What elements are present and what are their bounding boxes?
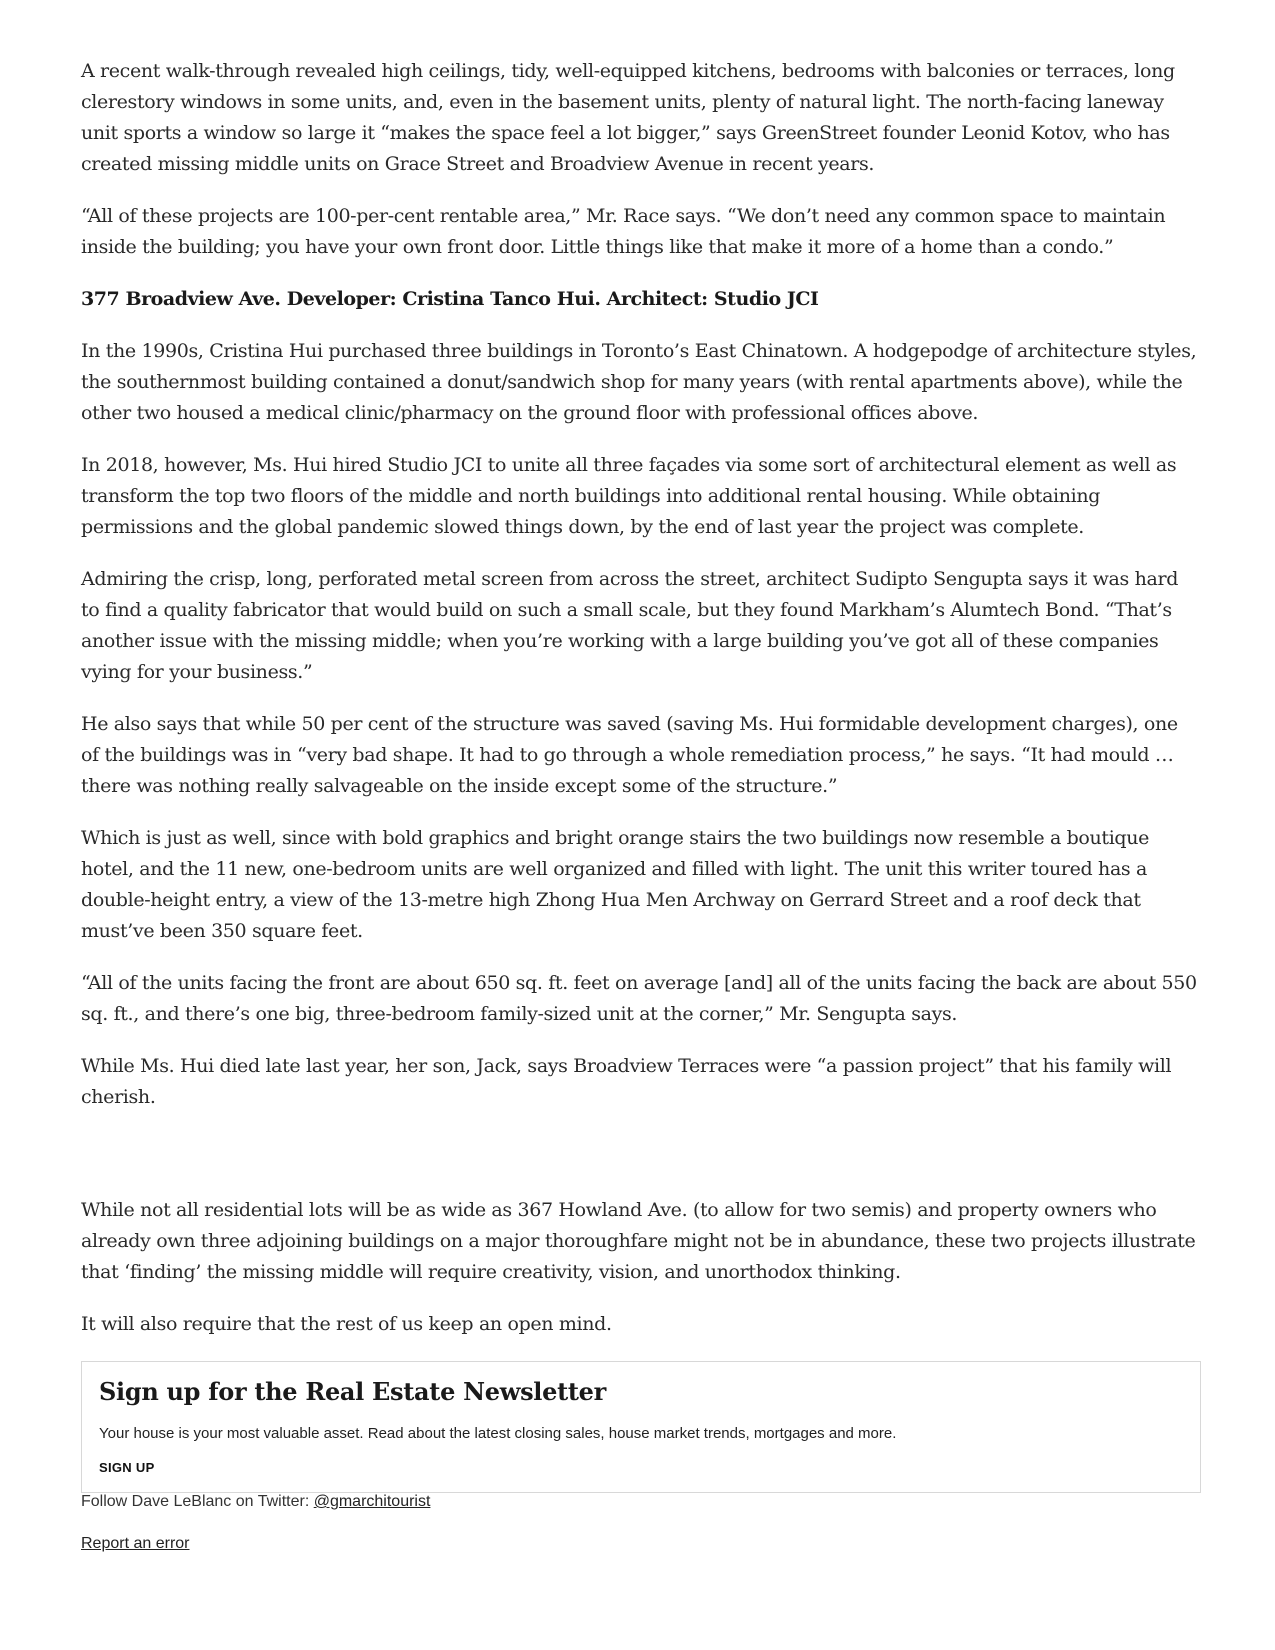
paragraph: In 2018, however, Ms. Hui hired Studio JCI to unite all three façades via some sort of architectural element as well as transform the top two floors of the middle and north buildings into additional rental housing. While obtaining permissions and the global pandemic slowed things down, by the end of last year the project was complete.: [81, 454, 1177, 538]
newsletter-description: Your house is your most valuable asset. Read about the latest closing sales, house market trends, mortgages and more.: [99, 1425, 897, 1442]
paragraph: A recent walk-through revealed high ceilings, tidy, well-equipped kitchens, bedrooms with balconies or terraces, long clerestory windows in some units, and, even in the basement units, plenty of natural light. The north-facing laneway unit sports a window so large it “makes the space feel a lot bigger,” says GreenStreet founder Leonid Kotov, who has created missing middle units on Grace Street and Broadview Avenue in recent years.: [81, 60, 1175, 175]
newsletter-signup-box: [81, 1361, 1201, 1493]
section-subhead: 377 Broadview Ave. Developer: Cristina Tanco Hui. Architect: Studio JCI: [81, 288, 819, 310]
paragraph: Which is just as well, since with bold graphics and bright orange stairs the two buildings now resemble a boutique hotel, and the 11 new, one-bedroom units are well organized and filled with light. The unit this writer toured has a double-height entry, a view of the 13-metre high Zhong Hua Men Archway on Gerrard Street and a roof deck that must’ve been 350 square feet.: [81, 827, 1150, 942]
section-spacer: [81, 1134, 1201, 1195]
paragraph: It will also require that the rest of us keep an open mind.: [81, 1313, 612, 1335]
follow-text: Follow Dave LeBlanc on Twitter:: [81, 1493, 314, 1510]
paragraph: In the 1990s, Cristina Hui purchased three buildings in Toronto’s East Chinatown. A hodgepodge of architecture styles, the southernmost building contained a donut/sandwich shop for many years (with rental apartments above), while the other two housed a medical clinic/pharmacy on the ground floor with professional offices above.: [81, 340, 1197, 424]
paragraph: While not all residential lots will be as wide as 367 Howland Ave. (to allow for two semis) and property owners who already own three adjoining buildings on a major thoroughfare might not be in abundance, these two projects illustrate that ‘finding’ the missing middle will require creativity, vision, and unorthodox thinking.: [81, 1199, 1196, 1283]
newsletter-signup-button[interactable]: SIGN UP: [99, 1460, 155, 1475]
article-body: [81, 56, 1201, 1493]
twitter-handle-link[interactable]: @gmarchitourist: [313, 1493, 431, 1510]
paragraph: “All of the units facing the front are about 650 sq. ft. feet on average [and] all of the units facing the back are about 550 sq. ft., and there’s one big, three-bedroom family-sized unit at the corner,” Mr. Sengupta says.: [81, 972, 1197, 1025]
paragraph: “All of these projects are 100-per-cent rentable area,” Mr. Race says. “We don’t need any common space to maintain inside the building; you have your own front door. Little things like that make it more of a home than a condo.”: [81, 205, 1166, 258]
paragraph: While Ms. Hui died late last year, her son, Jack, says Broadview Terraces were “a passion project” that his family will cherish.: [81, 1055, 1172, 1108]
newsletter-title: Sign up for the Real Estate Newsletter: [99, 1377, 606, 1406]
report-error-link[interactable]: Report an error: [81, 1535, 190, 1552]
follow-author: [81, 1491, 430, 1513]
paragraph: Admiring the crisp, long, perforated metal screen from across the street, architect Sudipto Sengupta says it was hard to find a quality fabricator that would build on such a small scale, but they found Markham’s Alumtech Bond. “That’s another issue with the missing middle; when you’re working with a large building you’ve got all of these companies vying for your business.”: [81, 568, 1179, 683]
paragraph: He also says that while 50 per cent of the structure was saved (saving Ms. Hui formidable development charges), one of the buildings was in “very bad shape. It had to go through a whole remediation process,” he says. “It had mould … there was nothing really salvageable on the inside except some of the structure.”: [81, 713, 1178, 797]
